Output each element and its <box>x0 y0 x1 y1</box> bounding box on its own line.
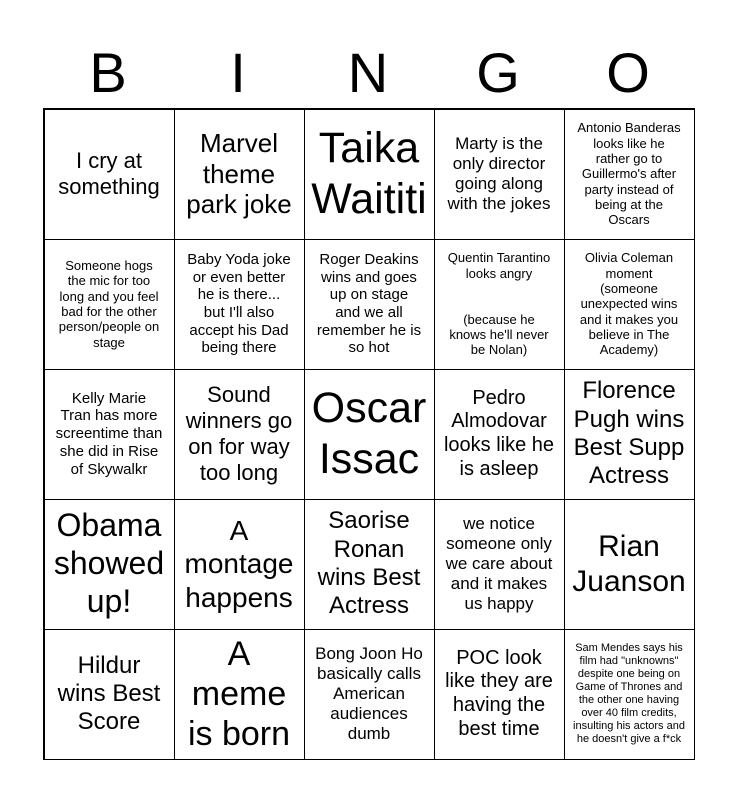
bingo-cell[interactable]: Marvel theme park joke <box>174 109 305 240</box>
bingo-cell[interactable]: I cry at something <box>44 109 175 240</box>
bingo-cell[interactable]: Antonio Banderas looks like he rather go to Guillermo's after party instead of being at the Oscars <box>564 109 695 240</box>
bingo-cell[interactable]: Florence Pugh wins Best Supp Actress <box>564 369 695 500</box>
bingo-cell[interactable]: Oscar Issac <box>304 369 435 500</box>
bingo-cell[interactable]: Sam Mendes says his film had "unknowns" despite one being on Game of Thrones and the other one having over 40 film credits, insulting his actors and he doesn't give a f*ck <box>564 629 695 760</box>
bingo-cell[interactable]: Sound winners go on for way too long <box>174 369 305 500</box>
bingo-cell[interactable]: Kelly Marie Tran has more screentime than she did in Rise of Skywalkr <box>44 369 175 500</box>
bingo-cell[interactable]: A meme is born <box>174 629 305 760</box>
bingo-cell[interactable]: A montage happens <box>174 499 305 630</box>
bingo-cell[interactable]: Rian Juanson <box>564 499 695 630</box>
bingo-cell[interactable]: Marty is the only director going along with the jokes <box>434 109 565 240</box>
header-letter: I <box>230 41 246 104</box>
bingo-cell[interactable]: we notice someone only we care about and it makes us happy <box>434 499 565 630</box>
header-letter: B <box>89 41 127 104</box>
bingo-grid <box>43 108 695 760</box>
header-letter: O <box>606 41 650 104</box>
header-letter: G <box>476 41 520 104</box>
bingo-cell[interactable]: Someone hogs the mic for too long and you feel bad for the other person/people on stage <box>44 239 175 370</box>
bingo-header <box>43 40 693 106</box>
bingo-cell[interactable]: Baby Yoda joke or even better he is there... but I'll also accept his Dad being there <box>174 239 305 370</box>
bingo-cell[interactable]: Obama showed up! <box>44 499 175 630</box>
bingo-cell[interactable]: Pedro Almodovar looks like he is asleep <box>434 369 565 500</box>
header-letter: N <box>347 41 389 104</box>
bingo-cell[interactable]: Hildur wins Best Score <box>44 629 175 760</box>
bingo-cell[interactable]: Quentin Tarantino looks angry (because he knows he'll never be Nolan) <box>434 239 565 370</box>
bingo-cell[interactable]: POC look like they are having the best time <box>434 629 565 760</box>
bingo-cell[interactable]: Bong Joon Ho basically calls American audiences dumb <box>304 629 435 760</box>
bingo-cell[interactable]: Saorise Ronan wins Best Actress <box>304 499 435 630</box>
bingo-cell[interactable]: Roger Deakins wins and goes up on stage and we all remember he is so hot <box>304 239 435 370</box>
bingo-cell[interactable]: Olivia Coleman moment (someone unexpected wins and it makes you believe in The Academy) <box>564 239 695 370</box>
bingo-cell[interactable]: Taika Waititi <box>304 109 435 240</box>
